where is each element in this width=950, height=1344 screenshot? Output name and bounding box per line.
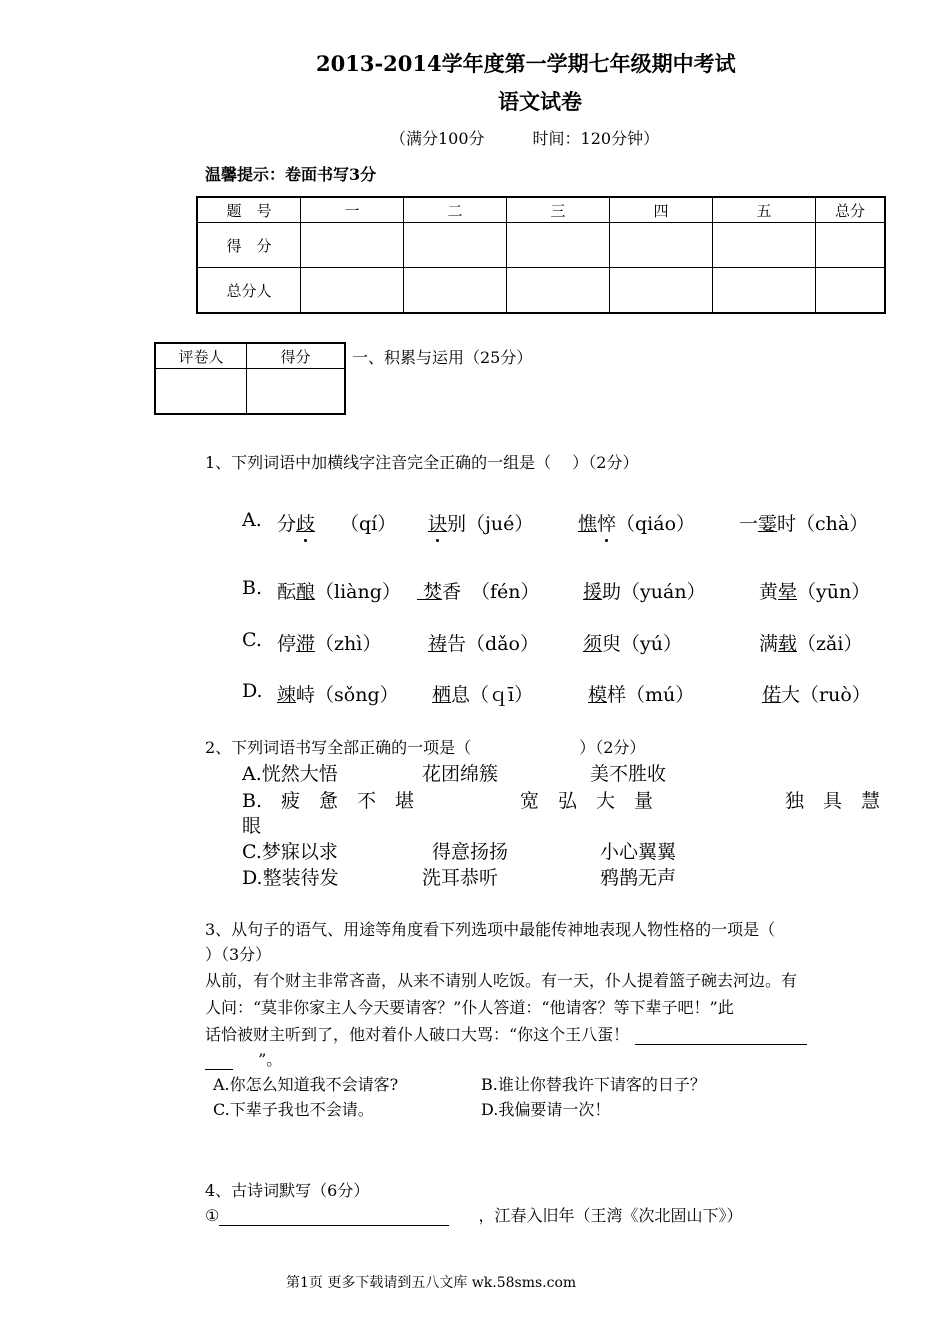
exam-title: 2013-2014学年度第一学期七年级期中考试: [316, 51, 736, 76]
q2-option-a: A.恍然大悟 花团绵簇 美不胜收: [242, 763, 667, 785]
score-cell[interactable]: [301, 223, 404, 268]
score-cell[interactable]: [610, 223, 713, 268]
q4-line1: ① ，江春入旧年（王湾《次北固山下》）: [205, 1206, 743, 1225]
score-row-label: 得 分: [197, 223, 301, 268]
exam-meta: （满分100分 时间：120分钟）: [390, 129, 660, 148]
q3-stem-line2: ）（3分）: [205, 945, 272, 964]
score-row-label: 总分人: [197, 268, 301, 314]
score-header-cell: 二: [404, 197, 507, 223]
score-cell[interactable]: [713, 223, 816, 268]
q3-option-b: B.谁让你替我许下请客的日子？: [481, 1075, 706, 1094]
score-table: [196, 196, 886, 314]
q1-stem: 1、下列词语中加横线字注音完全正确的一组是（ ）（2分）: [205, 453, 639, 472]
score-header-cell: 四: [610, 197, 713, 223]
q2-stem: 2、下列词语书写全部正确的一项是（ ）（2分）: [205, 738, 646, 757]
score-cell[interactable]: [404, 223, 507, 268]
q2-option-d: D.整装待发 洗耳恭听 鸦鹊无声: [242, 867, 677, 889]
q1-option-a: A. 分歧 （qí） 诀别 （jué） 憔悴 （qiáo） 一霎时（chà）: [242, 509, 869, 535]
grader-table: [154, 342, 346, 415]
q3-option-a: A.你怎么知道我不会请客?: [213, 1075, 399, 1094]
q1-option-d: D. 竦峙（sǒng） 栖息（ｑī） 模样（mú） 偌大（ruò）: [242, 680, 871, 706]
q2-option-b-wrap: 眼: [242, 815, 262, 837]
q3-passage-line3: 话恰被财主听到了，他对着仆人破口大骂：“你这个王八蛋！: [205, 1022, 807, 1045]
writing-tip: 温馨提示：卷面书写3分: [205, 165, 377, 184]
q3-stem-line1: 3、从句子的语气、用途等角度看下列选项中最能传神地表现人物性格的一项是（: [205, 920, 776, 939]
q3-passage-line4: ”。: [205, 1047, 282, 1070]
grader-header: 评卷人: [155, 343, 247, 369]
grader-cell[interactable]: [247, 369, 346, 415]
score-cell[interactable]: [816, 223, 886, 268]
q2-option-c: C.梦寐以求 得意扬扬 小心翼翼: [242, 841, 677, 863]
answer-blank[interactable]: [219, 1206, 449, 1226]
q3-option-c: C.下辈子我也不会请。: [213, 1100, 374, 1119]
q3-option-d: D.我偏要请一次！: [481, 1100, 611, 1119]
score-cell[interactable]: [713, 268, 816, 314]
score-header-cell: 总分: [816, 197, 886, 223]
section1-title: 一、积累与运用（25分）: [352, 348, 533, 367]
q4-stem: 4、古诗词默写（6分）: [205, 1181, 370, 1200]
answer-blank[interactable]: [205, 1050, 233, 1070]
page-footer: 第1页 更多下载请到五八文库 wk.58sms.com: [286, 1275, 577, 1291]
q2-option-b: B. 疲 惫 不 堪 宽 弘 大 量 独 具 慧: [242, 790, 881, 812]
score-cell[interactable]: [507, 268, 610, 314]
q3-passage-line2: 人问：“莫非你家主人今天要请客？”仆人答道：“他请客？等下辈子吧！”此: [205, 998, 734, 1017]
q1-option-c: C. 停滞（zhì） 祷告（dǎo） 须臾（yú） 满载（zǎi）: [242, 629, 863, 655]
score-cell[interactable]: [404, 268, 507, 314]
score-header-cell: 五: [713, 197, 816, 223]
score-cell[interactable]: [816, 268, 886, 314]
score-cell[interactable]: [610, 268, 713, 314]
grader-header: 得分: [247, 343, 346, 369]
score-header-cell: 题 号: [197, 197, 301, 223]
grader-cell[interactable]: [155, 369, 247, 415]
score-header-cell: 一: [301, 197, 404, 223]
answer-blank[interactable]: [635, 1025, 807, 1045]
score-cell[interactable]: [301, 268, 404, 314]
q1-option-b: B. 酝酿（liàng） 焚香 （fén） 援助（yuán） 黄晕（yūn）: [242, 577, 871, 603]
score-header-cell: 三: [507, 197, 610, 223]
q3-passage-line1: 从前，有个财主非常吝啬，从来不请别人吃饭。有一天，仆人提着篮子碗去河边。有: [205, 971, 798, 990]
exam-subtitle: 语文试卷: [498, 89, 582, 114]
score-cell[interactable]: [507, 223, 610, 268]
